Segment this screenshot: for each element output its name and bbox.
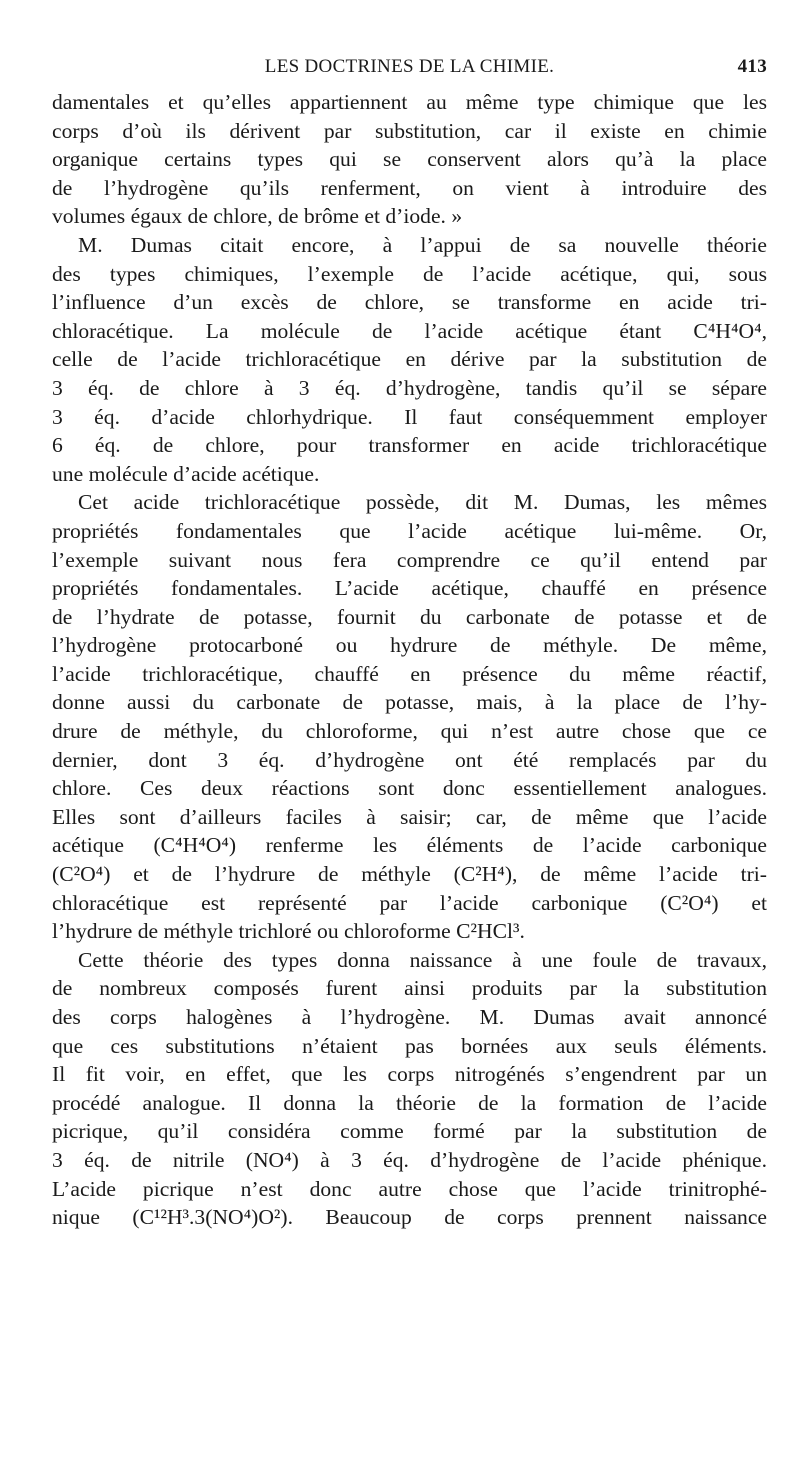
text-line: propriétés fondamentales que l’acide acétique lui-même. Or,	[52, 518, 767, 543]
text-line: 3 éq. d’acide chlorhydrique. Il faut conséquemment employer	[52, 404, 767, 429]
text-line: acétique (C⁴H⁴O⁴) renferme les éléments de l’acide carbonique	[52, 833, 767, 858]
text-line: 3 éq. de chlore à 3 éq. d’hydrogène, tandis qu’il se sépare	[52, 375, 767, 400]
page-number: 413	[737, 56, 767, 77]
text-line: que ces substitutions n’étaient pas bornées aux seuls éléments.	[52, 1033, 767, 1058]
text-line: de nombreux composés furent ainsi produits par la substitution	[52, 976, 767, 1001]
running-header	[52, 52, 767, 88]
text-line: dernier, dont 3 éq. d’hydrogène ont été remplacés par du	[52, 747, 767, 772]
text-line: M. Dumas citait encore, à l’appui de sa nouvelle théorie	[78, 232, 767, 257]
paragraph	[52, 88, 767, 231]
text-line: nique (C¹²H³.3(NO⁴)O²). Beaucoup de corps prennent naissance	[52, 1205, 767, 1230]
text-line: 3 éq. de nitrile (NO⁴) à 3 éq. d’hydrogène de l’acide phénique.	[52, 1147, 767, 1172]
text-line: donne aussi du carbonate de potasse, mais, à la place de l’hy-	[52, 690, 767, 715]
paragraph	[52, 946, 767, 1232]
text-line: l’exemple suivant nous fera comprendre ce qu’il entend par	[52, 547, 767, 572]
text-line: chloracétique est représenté par l’acide carbonique (C²O⁴) et	[52, 890, 767, 915]
text-line: organique certains types qui se conservent alors qu’à la place	[52, 147, 767, 172]
text-line: 6 éq. de chlore, pour transformer en acide trichloracétique	[52, 433, 767, 458]
paragraph	[52, 231, 767, 488]
text-line: drure de méthyle, du chloroforme, qui n’est autre chose que ce	[52, 719, 767, 744]
body-text	[52, 88, 767, 1232]
text-line: Cet acide trichloracétique possède, dit M. Dumas, les mêmes	[78, 490, 767, 515]
text-line: de l’hydrogène qu’ils renferment, on vient à introduire des	[52, 175, 767, 200]
text-line: corps d’où ils dérivent par substitution, car il existe en chimie	[52, 118, 767, 143]
text-line: Il fit voir, en effet, que les corps nitrogénés s’engendrent par un	[52, 1062, 767, 1087]
text-line: l’hydrogène protocarboné ou hydrure de méthyle. De même,	[52, 633, 767, 658]
paragraph	[52, 488, 767, 946]
text-line: l’acide trichloracétique, chauffé en présence du même réactif,	[52, 661, 767, 686]
text-line: L’acide picrique n’est donc autre chose que l’acide trinitrophé-	[52, 1176, 767, 1201]
text-line: (C²O⁴) et de l’hydrure de méthyle (C²H⁴), de même l’acide tri-	[52, 862, 767, 887]
text-line: l’hydrure de méthyle trichloré ou chloroforme C²HCl³.	[52, 919, 525, 944]
text-line: chloracétique. La molécule de l’acide acétique étant C⁴H⁴O⁴,	[52, 318, 767, 343]
text-line: l’influence d’un excès de chlore, se transforme en acide tri-	[52, 290, 767, 315]
text-line: une molécule d’acide acétique.	[52, 461, 320, 486]
text-line: volumes égaux de chlore, de brôme et d’iode. »	[52, 204, 463, 229]
text-line: procédé analogue. Il donna la théorie de la formation de l’acide	[52, 1090, 767, 1115]
text-line: picrique, qu’il considéra comme formé par la substitution de	[52, 1119, 767, 1144]
text-line: Cette théorie des types donna naissance à une foule de travaux,	[78, 947, 767, 972]
text-line: propriétés fondamentales. L’acide acétique, chauffé en présence	[52, 576, 767, 601]
book-page	[52, 52, 767, 1232]
text-line: chlore. Ces deux réactions sont donc essentiellement analogues.	[52, 776, 767, 801]
text-line: des types chimiques, l’exemple de l’acide acétique, qui, sous	[52, 261, 767, 286]
text-line: Elles sont d’ailleurs faciles à saisir; car, de même que l’acide	[52, 804, 767, 829]
text-line: damentales et qu’elles appartiennent au même type chimique que les	[52, 90, 767, 114]
running-title: LES DOCTRINES DE LA CHIMIE.	[264, 56, 555, 77]
text-line: de l’hydrate de potasse, fournit du carbonate de potasse et de	[52, 604, 767, 629]
text-line: celle de l’acide trichloracétique en dérive par la substitution de	[52, 347, 767, 372]
text-line: des corps halogènes à l’hydrogène. M. Dumas avait annoncé	[52, 1005, 767, 1029]
